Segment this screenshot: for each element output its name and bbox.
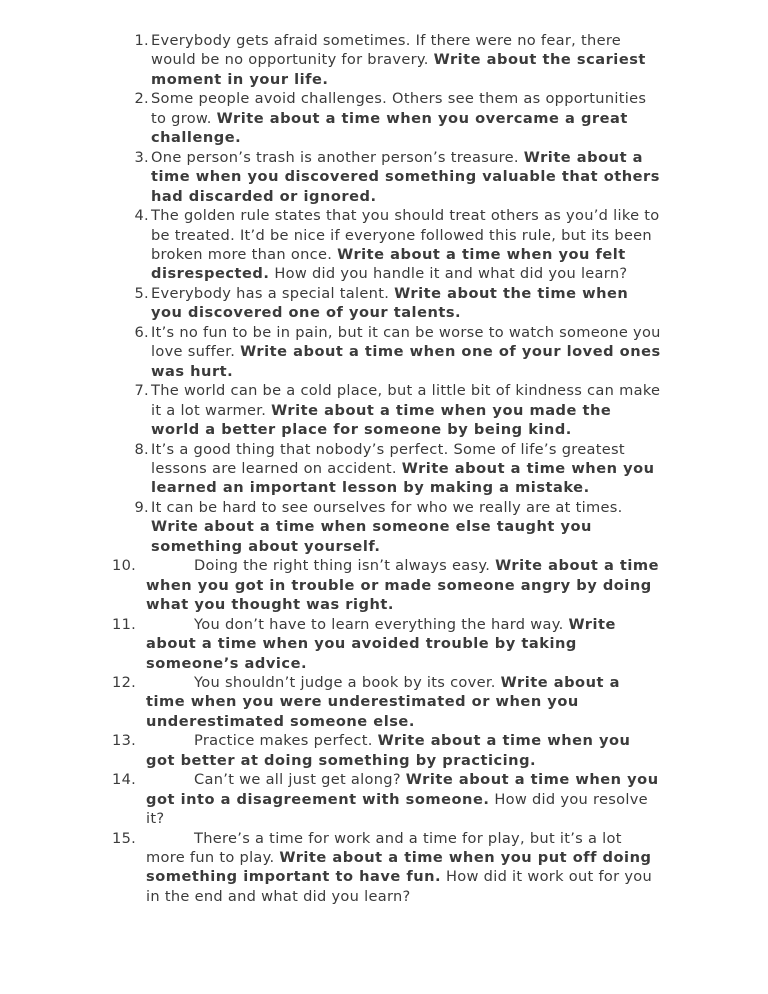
list-item-number: 3. bbox=[134, 148, 149, 166]
list-item-text bbox=[151, 324, 661, 380]
prompt-context: Some people avoid challenges. Others see them as opportunities to grow. bbox=[151, 90, 647, 127]
list-item-text bbox=[146, 557, 659, 613]
list-item-text bbox=[146, 616, 616, 672]
list-item bbox=[112, 673, 663, 731]
list-item-number: 4. bbox=[134, 207, 149, 225]
list-item bbox=[112, 770, 663, 828]
prompt-context: You shouldn’t judge a book by its cover. bbox=[194, 673, 501, 691]
prompt-context: Practice makes perfect. bbox=[194, 732, 378, 750]
prompt-context: One person’s trash is another person’s treasure. bbox=[151, 148, 524, 166]
list-item-text bbox=[151, 207, 660, 282]
list-item-number: 13. bbox=[112, 732, 137, 750]
list-item bbox=[112, 556, 663, 614]
prompt-directive: Write about a time when you got better at doing something by practicing. bbox=[146, 732, 631, 769]
list-item bbox=[129, 381, 663, 439]
prompt-directive: Write about a time when you put off doing something important to have fun. bbox=[146, 849, 652, 886]
list-item bbox=[129, 284, 663, 323]
prompt-directive: Write about a time when you got in trouble or made someone angry by doing what you thought was right. bbox=[146, 557, 660, 614]
prompt-context: You don’t have to learn everything the hard way. bbox=[194, 615, 569, 633]
list-item-number: 15. bbox=[112, 829, 137, 847]
prompt-directive: Write about a time when one of your loved ones was hurt. bbox=[151, 343, 661, 380]
prompt-context: The world can be a cold place, but a little bit of kindness can make it a lot warmer. bbox=[151, 382, 661, 419]
list-item bbox=[129, 89, 663, 147]
prompt-directive: Write about a time when you learned an important lesson by making a mistake. bbox=[151, 459, 655, 497]
list-item-text bbox=[151, 32, 646, 88]
list-item bbox=[112, 615, 663, 673]
prompt-directive: Write about a time when someone else taught you something about yourself. bbox=[151, 518, 592, 555]
prompt-context: Everybody has a special talent. bbox=[151, 284, 395, 302]
prompt-context: How did you handle it and what did you learn? bbox=[269, 265, 628, 283]
list-item-number: 2. bbox=[134, 90, 149, 108]
list-item-number: 12. bbox=[112, 673, 137, 691]
document-body bbox=[112, 31, 663, 906]
list-item bbox=[129, 498, 663, 556]
list-item bbox=[129, 31, 663, 89]
prompt-context: The golden rule states that you should treat others as you’d like to be treated. It’d be nice if everyone followed this rule, but its been broken more than once. bbox=[151, 207, 660, 263]
list-item-text bbox=[151, 382, 660, 438]
prompt-context: It’s no fun to be in pain, but it can be worse to watch someone you love suffer. bbox=[151, 323, 661, 361]
prompt-directive: Write about a time when you made the world a better place for someone by being kind. bbox=[151, 401, 612, 439]
prompt-context: It’s a good thing that nobody’s perfect. Some of life’s greatest lessons are learned on accident. bbox=[151, 440, 625, 477]
prompt-directive: Write about a time when you felt disrespected. bbox=[151, 245, 626, 283]
prompt-context: How did it work out for you in the end and what did you learn? bbox=[146, 868, 653, 905]
list-item-text bbox=[151, 285, 628, 321]
list-item-number: 14. bbox=[112, 771, 137, 789]
prompt-context: It can be hard to see ourselves for who we really are at times. bbox=[151, 498, 623, 516]
list-item-text bbox=[151, 441, 655, 497]
prompt-directive: Write about a time when you avoided trouble by taking someone’s advice. bbox=[146, 615, 616, 672]
list-item-text bbox=[146, 771, 659, 827]
list-item-number: 6. bbox=[134, 323, 149, 341]
list-item-text bbox=[151, 90, 646, 146]
prompt-directive: Write about a time when you overcame a great challenge. bbox=[151, 109, 628, 147]
prompt-directive: Write about the time when you discovered one of your talents. bbox=[151, 284, 629, 322]
prompt-context: How did you resolve it? bbox=[146, 790, 648, 828]
prompt-directive: Write about a time when you were underestimated or when you underestimated someone else. bbox=[146, 673, 620, 730]
prompt-directive: Write about a time when you got into a disagreement with someone. bbox=[146, 771, 659, 808]
writing-prompts-list bbox=[112, 31, 663, 906]
list-item bbox=[129, 206, 663, 284]
list-item bbox=[129, 323, 663, 381]
list-item-text bbox=[146, 732, 630, 768]
list-item-text bbox=[151, 499, 623, 555]
list-item-number: 1. bbox=[134, 32, 149, 49]
list-item-number: 9. bbox=[134, 498, 149, 516]
prompt-directive: Write about a time when you discovered something valuable that others had discarded or ignored. bbox=[151, 148, 660, 205]
list-item-number: 8. bbox=[134, 440, 149, 458]
prompt-context: There’s a time for work and a time for play, but it’s a lot more fun to play. bbox=[146, 829, 622, 867]
list-item-number: 10. bbox=[112, 557, 137, 575]
list-item-number: 7. bbox=[134, 382, 149, 400]
list-item-text bbox=[146, 830, 652, 905]
prompt-directive: Write about the scariest moment in your life. bbox=[151, 51, 646, 88]
list-item bbox=[129, 148, 663, 206]
prompt-context: Everybody gets afraid sometimes. If there were no fear, there would be no opportunity for bravery. bbox=[151, 32, 622, 69]
list-item-number: 11. bbox=[112, 615, 137, 633]
list-item bbox=[112, 731, 663, 770]
list-item-text bbox=[146, 674, 620, 730]
prompt-context: Doing the right thing isn’t always easy. bbox=[194, 557, 496, 575]
list-item bbox=[129, 440, 663, 498]
prompt-context: Can’t we all just get along? bbox=[194, 771, 406, 789]
list-item bbox=[112, 829, 663, 907]
list-item-number: 5. bbox=[134, 284, 149, 302]
list-item-text bbox=[151, 149, 660, 205]
